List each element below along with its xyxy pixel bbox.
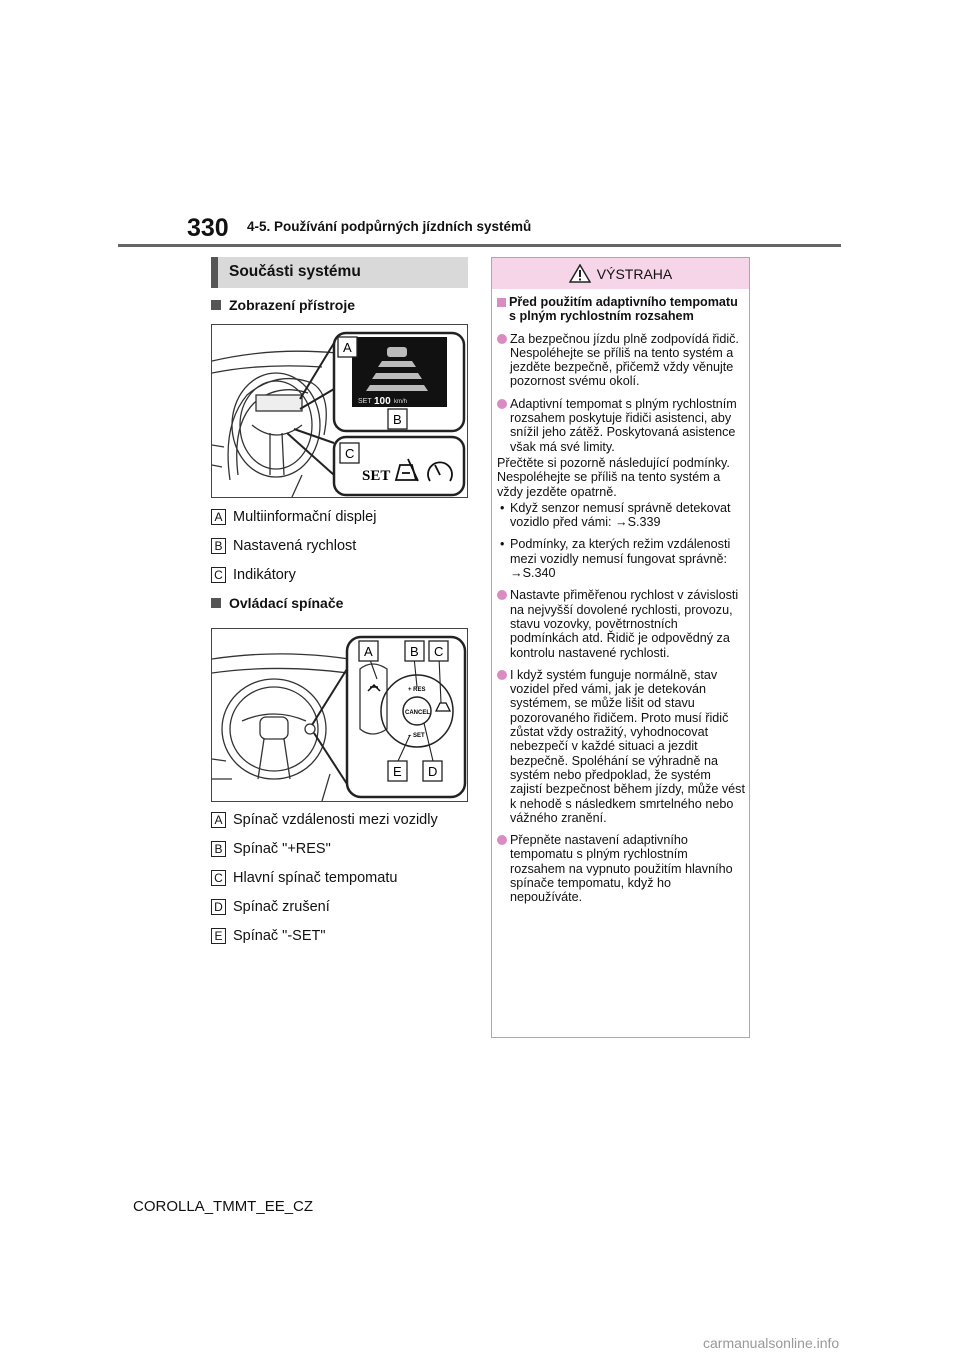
warning-list-item: • Když senzor nemusí správně detekovat vozidlo před vámi: →S.339 (500, 500, 731, 530)
legend-text: Spínač zrušení (233, 899, 330, 915)
dot-bullet-icon (497, 399, 507, 409)
set-label: – SET (408, 733, 425, 739)
warning-header (492, 258, 749, 289)
callout-d: D (428, 764, 438, 779)
letter-box: C (211, 567, 226, 583)
legend-item (211, 507, 376, 527)
warning-paragraph: Adaptivní tempomat s plným rychlostním rozsahem poskytuje řidiči asistenci, aby snížil jeho zátěž. Poskytovaná asistence však má své limity. (497, 397, 745, 454)
warning-title: VÝSTRAHA (596, 265, 673, 282)
callout-a: A (343, 340, 352, 355)
letter-box: D (211, 899, 226, 915)
watermark[interactable]: carmanualsonline.info (703, 1335, 840, 1351)
dot-bullet-icon (497, 590, 507, 600)
warning-paragraph: Přečtěte si pozorně následující podmínky. Nespoléhejte se příliš na tento systém a vždy jezděte opatrně. (497, 455, 730, 499)
callout-a: A (364, 644, 373, 659)
legend-item (211, 868, 438, 888)
steering-wheel-illustration (212, 629, 468, 802)
warning-content (497, 295, 745, 913)
warning-paragraph: Nastavte přiměřenou rychlost v závislosti na nejvyšší dovolené rychlosti, provozu, stavu vozovky, povětrnostních podmínkách atd. Řidič je odpovědný za kontrolu nastavené rychlosti. (497, 588, 745, 659)
speed-unit: km/h (394, 399, 408, 405)
legend-item (211, 810, 438, 830)
warning-heading: Před použitím adaptivního tempomatu s plným rychlostním rozsahem (497, 295, 745, 324)
set-speed-value: 100 (374, 396, 391, 407)
callout-b: B (410, 644, 419, 659)
square-bullet-icon (211, 300, 221, 310)
legend-item (211, 536, 376, 556)
subheading-text: Ovládací spínače (229, 595, 344, 611)
legend-item (211, 565, 376, 585)
instrument-display-figure (211, 324, 468, 498)
legend-1 (211, 507, 376, 585)
subheading-text: Zobrazení přístroje (229, 297, 356, 313)
dashboard-illustration (212, 325, 468, 498)
set-label: SET (358, 398, 372, 405)
letter-box: B (211, 841, 226, 857)
warning-paragraph: Přepněte nastavení adaptivního tempomatu s plným rychlostním rozsahem na vypnuto použitím hlavního spínače tempomatu, když ho nepoužíváte. (497, 833, 745, 904)
components-heading-text: Součásti systému (229, 263, 361, 280)
warning-triangle-icon (569, 264, 591, 283)
control-switches-figure (211, 628, 468, 802)
dot-bullet-icon (497, 670, 507, 680)
cancel-label: CANCEL (405, 710, 430, 716)
letter-box: A (211, 812, 226, 828)
square-bullet-icon (211, 598, 221, 608)
dot-bullet-icon (497, 334, 507, 344)
letter-box: B (211, 538, 226, 554)
letter-box: C (211, 870, 226, 886)
legend-2 (211, 810, 438, 946)
dot-bullet-icon (497, 835, 507, 845)
instrument-display-subheading (211, 297, 355, 313)
legend-text: Spínač "-SET" (233, 928, 326, 944)
control-switches-subheading (211, 595, 343, 611)
page-number: 330 (187, 214, 229, 242)
res-label: + RES (408, 687, 426, 693)
legend-text: Spínač vzdálenosti mezi vozidly (233, 812, 438, 828)
legend-text: Multiinformační displej (233, 509, 377, 525)
legend-text: Hlavní spínač tempomatu (233, 870, 398, 886)
letter-box: E (211, 928, 226, 944)
legend-text: Indikátory (233, 567, 296, 583)
legend-item (211, 897, 438, 917)
letter-box: A (211, 509, 226, 525)
callout-c: C (434, 644, 444, 659)
warning-paragraph: Za bezpečnou jízdu plně zodpovídá řidič. Nespoléhejte se příliš na tento systém a jezděte bezpečně, přičemž vždy věnujte pozornost svému okolí. (497, 332, 745, 389)
callout-b: B (393, 412, 402, 427)
warning-box (491, 257, 750, 1038)
section-title: 4-5. Používání podpůrných jízdních systémů (247, 219, 532, 234)
components-heading (211, 257, 468, 288)
legend-text: Nastavená rychlost (233, 538, 357, 554)
warning-paragraph: I když systém funguje normálně, stav vozidel před vámi, jak je detekován systémem, se může lišit od stavu pozorovaného řidičem. Proto musí řidič zůstat vždy ostražitý, vyhodnocovat nebezpečí v každé situaci a jezdit bezpečně. Spoléhání se výhradně na systém nebo předpoklad, že systém zajistí bezpečnost během jízdy, může vést k nehodě s následkem smrtelného nebo vážného zranění. (497, 668, 745, 825)
legend-text: Spínač "+RES" (233, 841, 331, 857)
legend-item (211, 839, 438, 859)
callout-c: C (345, 446, 355, 461)
warning-list-item: • Podmínky, za kterých režim vzdálenosti mezi vozidly nemusí fungovat správně: →S.340 (500, 537, 731, 581)
set-indicator: SET (362, 468, 391, 484)
callout-e: E (393, 764, 402, 779)
square-bullet-icon (497, 298, 506, 307)
footer-model: COROLLA_TMMT_EE_CZ (133, 1198, 314, 1215)
legend-item (211, 926, 438, 946)
header-rule (118, 244, 841, 247)
